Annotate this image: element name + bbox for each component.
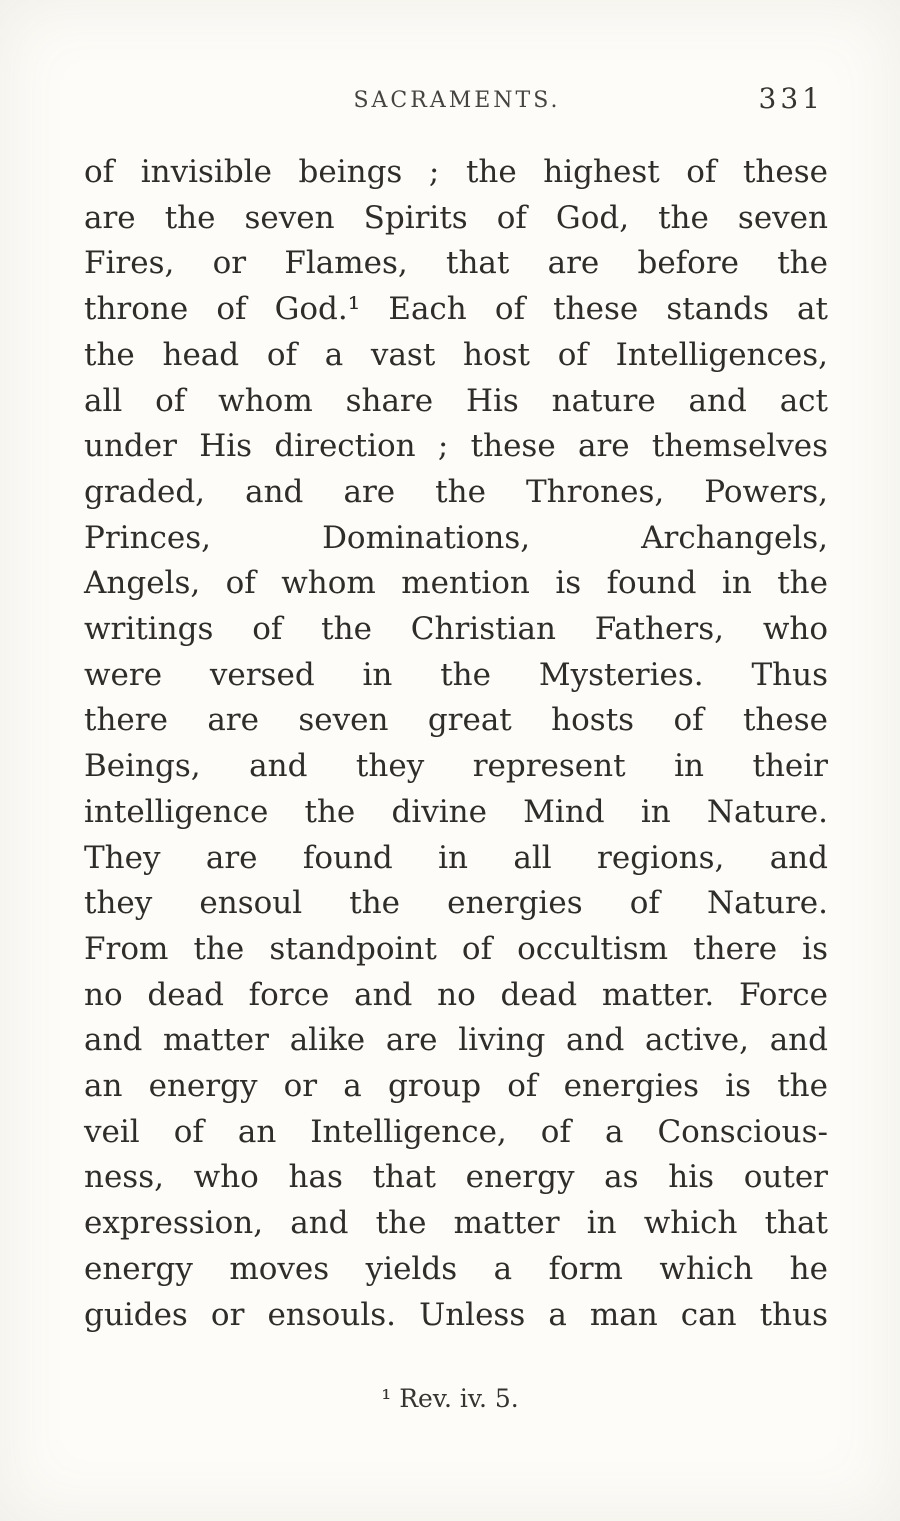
- text-line: there are seven great hosts of these: [84, 702, 828, 739]
- text-line: under His direction ; these are themselves: [84, 428, 828, 465]
- text-line: Fires, or Flames, that are before the: [84, 245, 828, 282]
- text-line: intelligence the divine Mind in Nature.: [84, 793, 828, 830]
- running-header: [84, 82, 830, 122]
- text-line: of invisible beings ; the highest of these: [84, 154, 828, 190]
- text-line: the head of a vast host of Intelligences,: [84, 336, 828, 373]
- text-line: all of whom share His nature and act: [84, 382, 828, 419]
- page-number: 331: [758, 82, 824, 115]
- text-line: Angels, of whom mention is found in the: [84, 565, 828, 602]
- text-line: and matter alike are living and active, and: [84, 1022, 828, 1059]
- text-line: Beings, and they represent in their: [84, 748, 828, 785]
- text-line: From the standpoint of occultism there is: [84, 930, 828, 967]
- page-title: SACRAMENTS.: [353, 88, 561, 113]
- text-line: veil of an Intelligence, of a Conscious-: [84, 1113, 828, 1150]
- text-line: graded, and are the Thrones, Powers,: [84, 473, 828, 510]
- text-line: energy moves yields a form which he: [84, 1250, 828, 1287]
- text-line: throne of God.¹ Each of these stands at: [84, 291, 828, 328]
- text-line: are the seven Spirits of God, the seven: [84, 199, 828, 236]
- text-line: expression, and the matter in which that: [84, 1205, 828, 1242]
- text-line: writings of the Christian Fathers, who: [84, 611, 828, 648]
- text-line: ness, who has that energy as his outer: [84, 1159, 828, 1196]
- text-line: They are found in all regions, and: [84, 839, 828, 876]
- text-line: Princes, Dominations, Archangels,: [84, 519, 828, 556]
- text-line: were versed in the Mysteries. Thus: [84, 656, 828, 693]
- text-line: no dead force and no dead matter. Force: [84, 976, 828, 1013]
- text-line: an energy or a group of energies is the: [84, 1068, 828, 1105]
- footnote: ¹ Rev. iv. 5.: [381, 1384, 519, 1413]
- text-line: guides or ensouls. Unless a man can thus: [84, 1296, 828, 1333]
- text-line: they ensoul the energies of Nature.: [84, 885, 828, 922]
- body-text: [84, 150, 828, 1338]
